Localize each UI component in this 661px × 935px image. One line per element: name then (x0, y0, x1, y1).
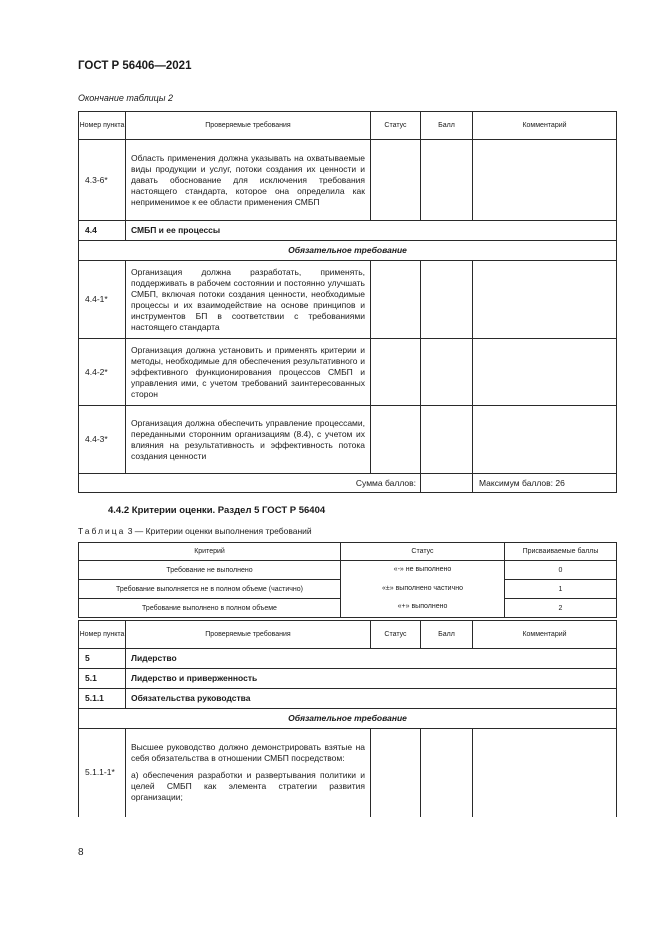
col-header-status: Статус (371, 112, 421, 140)
score-cell[interactable] (421, 339, 473, 406)
sum-label: Сумма баллов: (79, 474, 421, 493)
comment-cell[interactable] (473, 406, 617, 474)
col-header-score: Балл (421, 621, 473, 649)
status-cell[interactable] (371, 729, 421, 817)
sum-score-cell[interactable] (421, 474, 473, 493)
score-cell[interactable] (421, 261, 473, 339)
item-number: 4.4-1* (79, 261, 126, 339)
points-cell: 2 (505, 599, 617, 618)
requirement-item-a: а) обеспечения разработки и развертывания политики и целей СМБП как элемента стратегии развития организации; (131, 770, 365, 803)
col-header-status: Статус (341, 543, 505, 561)
requirement-text: Организация должна установить и применять критерии и методы, необходимые для обеспечения результативного и эффективного функционирования процессов СМБП и управления ими, с учетом требований заинтересованных сторон (126, 339, 371, 406)
table-row-total (79, 474, 617, 493)
table-row (79, 649, 617, 669)
section-number: 4.4 (79, 221, 126, 241)
table-header-row (79, 621, 617, 649)
section-title: Обязательства руководства (126, 689, 617, 709)
score-cell[interactable] (421, 406, 473, 474)
table3-caption-rest: 3 — Критерии оценки выполнения требований (125, 526, 312, 536)
criterion-cell: Требование выполняется не в полном объеме (частично) (79, 580, 341, 599)
points-cell: 0 (505, 561, 617, 580)
table-row (79, 241, 617, 261)
table2-caption: Окончание таблицы 2 (78, 93, 173, 103)
col-header-number: Номер пункта (79, 112, 126, 140)
requirement-text: Организация должна разработать, применять, поддерживать в рабочем состоянии и постоянно улучшать СМБП, включая потоки создания ценности, необходимые процессы и их взаимодействие на основе принципов и инструментов БП в соответствии с требованиями настоящего стандарта (126, 261, 371, 339)
document-title: ГОСТ Р 56406—2021 (78, 60, 192, 72)
section-number: 5 (79, 649, 126, 669)
page-number: 8 (78, 847, 84, 858)
item-number: 4.4-2* (79, 339, 126, 406)
table3-caption-prefix: Таблица (78, 526, 126, 536)
col-header-comment: Комментарий (473, 112, 617, 140)
col-header-score: Балл (421, 112, 473, 140)
section-title: СМБП и ее процессы (126, 221, 617, 241)
table-row (79, 339, 617, 406)
table-header-row (79, 112, 617, 140)
status-cell[interactable] (371, 261, 421, 339)
section-title: Лидерство (126, 649, 617, 669)
requirement-text: Область применения должна указывать на охватываемые виды продукции и услуг, потоки создания их ценности и давать обоснование для исключения требования настоящего стандарта, которое она определила как неприменимое к ее области применения СМБП (126, 140, 371, 221)
mandatory-requirement-label: Обязательное требование (79, 709, 617, 729)
comment-cell[interactable] (473, 261, 617, 339)
table-row (79, 561, 617, 580)
comment-cell[interactable] (473, 339, 617, 406)
item-number: 4.4-3* (79, 406, 126, 474)
status-cell[interactable] (371, 339, 421, 406)
section-heading: 4.4.2 Критерии оценки. Раздел 5 ГОСТ Р 56404 (108, 505, 326, 516)
requirement-text (126, 729, 371, 817)
comment-cell[interactable] (473, 140, 617, 221)
table-row (79, 709, 617, 729)
status-cell[interactable] (371, 140, 421, 221)
section-title: Лидерство и приверженность (126, 669, 617, 689)
col-header-status: Статус (371, 621, 421, 649)
col-header-comment: Комментарий (473, 621, 617, 649)
status-option: «±» выполнено частично (382, 584, 463, 592)
item-number: 4.3-6* (79, 140, 126, 221)
score-cell[interactable] (421, 140, 473, 221)
score-cell[interactable] (421, 729, 473, 817)
table-header-row (79, 543, 617, 561)
status-cell[interactable] (371, 406, 421, 474)
col-header-number: Номер пункта (79, 621, 126, 649)
table-row (79, 689, 617, 709)
requirement-intro: Высшее руководство должно демонстрировать взятые на себя обязательства в отношении СМБП посредством: (131, 742, 365, 764)
table-row (79, 729, 617, 817)
points-cell: 1 (505, 580, 617, 599)
table-row (79, 221, 617, 241)
table-row (79, 261, 617, 339)
mandatory-requirement-label: Обязательное требование (79, 241, 617, 261)
criterion-cell: Требование выполнено в полном объеме (79, 599, 341, 618)
table-3 (78, 542, 617, 618)
status-option: «+» выполнено (397, 603, 448, 611)
col-header-points: Присваиваемые баллы (505, 543, 617, 561)
section-number: 5.1 (79, 669, 126, 689)
requirement-text: Организация должна обеспечить управление процессами, переданными сторонним организациям (8.4), с учетом их влияния на результативность и эффективность потока создания ценности (126, 406, 371, 474)
comment-cell[interactable] (473, 729, 617, 817)
max-score-label: Максимум баллов: 26 (473, 474, 617, 493)
table-row (79, 669, 617, 689)
table-row (79, 140, 617, 221)
section-number: 5.1.1 (79, 689, 126, 709)
status-list (341, 561, 505, 618)
item-number: 5.1.1-1* (79, 729, 126, 817)
col-header-requirements: Проверяемые требования (126, 621, 371, 649)
table-row (79, 406, 617, 474)
table-requirements-section-5 (78, 620, 617, 817)
criterion-cell: Требование не выполнено (79, 561, 341, 580)
col-header-requirements: Проверяемые требования (126, 112, 371, 140)
table-2 (78, 111, 617, 493)
status-option: «-» не выполнено (393, 566, 452, 574)
table3-caption (78, 526, 312, 536)
col-header-criterion: Критерий (79, 543, 341, 561)
